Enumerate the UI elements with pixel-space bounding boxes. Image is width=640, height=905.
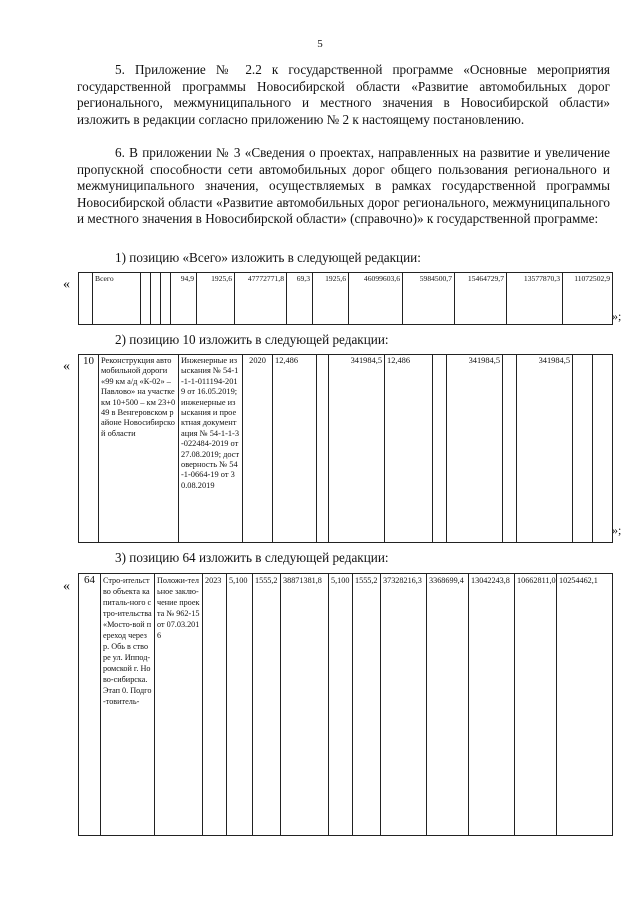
pos-10-empty-cell bbox=[593, 355, 613, 543]
total-value-cell: 1925,6 bbox=[313, 273, 349, 325]
pos-10-length2-cell: 12,486 bbox=[385, 355, 433, 543]
paragraph-5: 5. Приложение № 2.2 к государственной программе «Основные мероприятия государственной программы Новосибирской области «Развитие автомобильных дорог регионального, межмуниципального и местного значения в Новосибирской области» изложить в редакции согласно приложению № 2 к настоящему постановлению. bbox=[77, 62, 610, 127]
pos-10-cost3-cell: 341984,5 bbox=[517, 355, 573, 543]
pos-64-value-cell: 37328216,3 bbox=[381, 574, 427, 836]
total-empty-cell bbox=[151, 273, 161, 325]
pos-10-length-cell: 12,486 bbox=[273, 355, 317, 543]
pos-10-cost-cell: 341984,5 bbox=[329, 355, 385, 543]
total-value-cell: 15464729,7 bbox=[455, 273, 507, 325]
pos-10-name-cell: Реконструкция автомобильной дороги «99 км а/д «К-02» – Павлово» на участке км 10+500 – км 23+049 в Венгеровском районе Новосибирской области bbox=[99, 355, 179, 543]
pos-64-value-cell: 1555,2 bbox=[253, 574, 281, 836]
page-number: 5 bbox=[317, 38, 323, 50]
total-value-cell: 46099603,6 bbox=[349, 273, 403, 325]
total-value-cell: 1925,6 bbox=[197, 273, 235, 325]
total-value-cell: 47772771,8 bbox=[235, 273, 287, 325]
pos-64-value-cell: 5,100 bbox=[227, 574, 253, 836]
item-1-label: 1) позицию «Всего» изложить в следующей редакции: bbox=[115, 250, 421, 265]
total-value-cell: 13577870,3 bbox=[507, 273, 563, 325]
close-semicolon-1: »; bbox=[612, 309, 622, 323]
open-quote-1: « bbox=[63, 277, 70, 292]
total-value-cell: 69,3 bbox=[287, 273, 313, 325]
pos-64-value-cell: 13042243,8 bbox=[469, 574, 515, 836]
paragraph-6: 6. В приложении № 3 «Сведения о проектах, направленных на развитие и увеличение пропускной способности сети автомобильных дорог общего пользования регионального и межмуниципального значения, осуществляемых в рамках государственной программы Новосибирской области «Развитие автомобильных дорог регионального, межмуниципального и местного значения в Новосибирской области» (справочно)» к государственной программе: bbox=[77, 145, 610, 227]
open-quote-2: « bbox=[63, 359, 70, 374]
total-name-cell: Всего bbox=[93, 273, 141, 325]
pos-10-empty-cell bbox=[433, 355, 447, 543]
pos-64-value-cell: 10662811,0 bbox=[515, 574, 557, 836]
total-empty-cell bbox=[161, 273, 171, 325]
position-64-table bbox=[78, 573, 613, 836]
pos-64-value-cell: 10254462,1 bbox=[557, 574, 613, 836]
item-3-label: 3) позицию 64 изложить в следующей редакции: bbox=[115, 550, 389, 565]
open-quote-3: « bbox=[63, 579, 70, 594]
pos-64-year-cell: 2023 bbox=[203, 574, 227, 836]
pos-64-value-cell: 3368699,4 bbox=[427, 574, 469, 836]
total-num-cell bbox=[79, 273, 93, 325]
pos-10-empty-cell bbox=[573, 355, 593, 543]
pos-64-value-cell: 38871381,8 bbox=[281, 574, 329, 836]
total-empty-cell bbox=[141, 273, 151, 325]
pos-10-doc-cell: Инженерные изыскания № 54-1-1-1-011194-2019 от 16.05.2019; инженерные изыскания и проектная документация № 54-1-1-3-022484-2019 от 27.08.2019; достоверность № 54-1-0664-19 от 30.08.2019 bbox=[179, 355, 243, 543]
pos-64-value-cell: 5,100 bbox=[329, 574, 353, 836]
total-value-cell: 5984500,7 bbox=[403, 273, 455, 325]
pos-64-name-cell: Стро-ительство объекта капиталь-ного стро-ительства «Мосто-вой переход через р. Обь в створе ул. Иппод-ромской г. Ново-сибирска. Этап 0. Подго-товитель- bbox=[101, 574, 155, 836]
pos-10-year-cell: 2020 bbox=[243, 355, 273, 543]
item-2-label: 2) позицию 10 изложить в следующей редакции: bbox=[115, 332, 389, 347]
total-value-cell: 94,9 bbox=[171, 273, 197, 325]
pos-10-empty-cell bbox=[503, 355, 517, 543]
position-10-table bbox=[78, 354, 613, 543]
pos-64-doc-cell: Положи-тельное заклю-чение проекта № 962-15 от 07.03.2016 bbox=[155, 574, 203, 836]
close-semicolon-2: »; bbox=[612, 523, 622, 537]
pos-10-cost2-cell: 341984,5 bbox=[447, 355, 503, 543]
pos-10-num-cell: 10 bbox=[79, 355, 99, 543]
total-value-cell: 11072502,9 bbox=[563, 273, 613, 325]
pos-64-num-cell: 64 bbox=[79, 574, 101, 836]
pos-10-empty-cell bbox=[317, 355, 329, 543]
total-table bbox=[78, 272, 613, 325]
pos-64-value-cell: 1555,2 bbox=[353, 574, 381, 836]
